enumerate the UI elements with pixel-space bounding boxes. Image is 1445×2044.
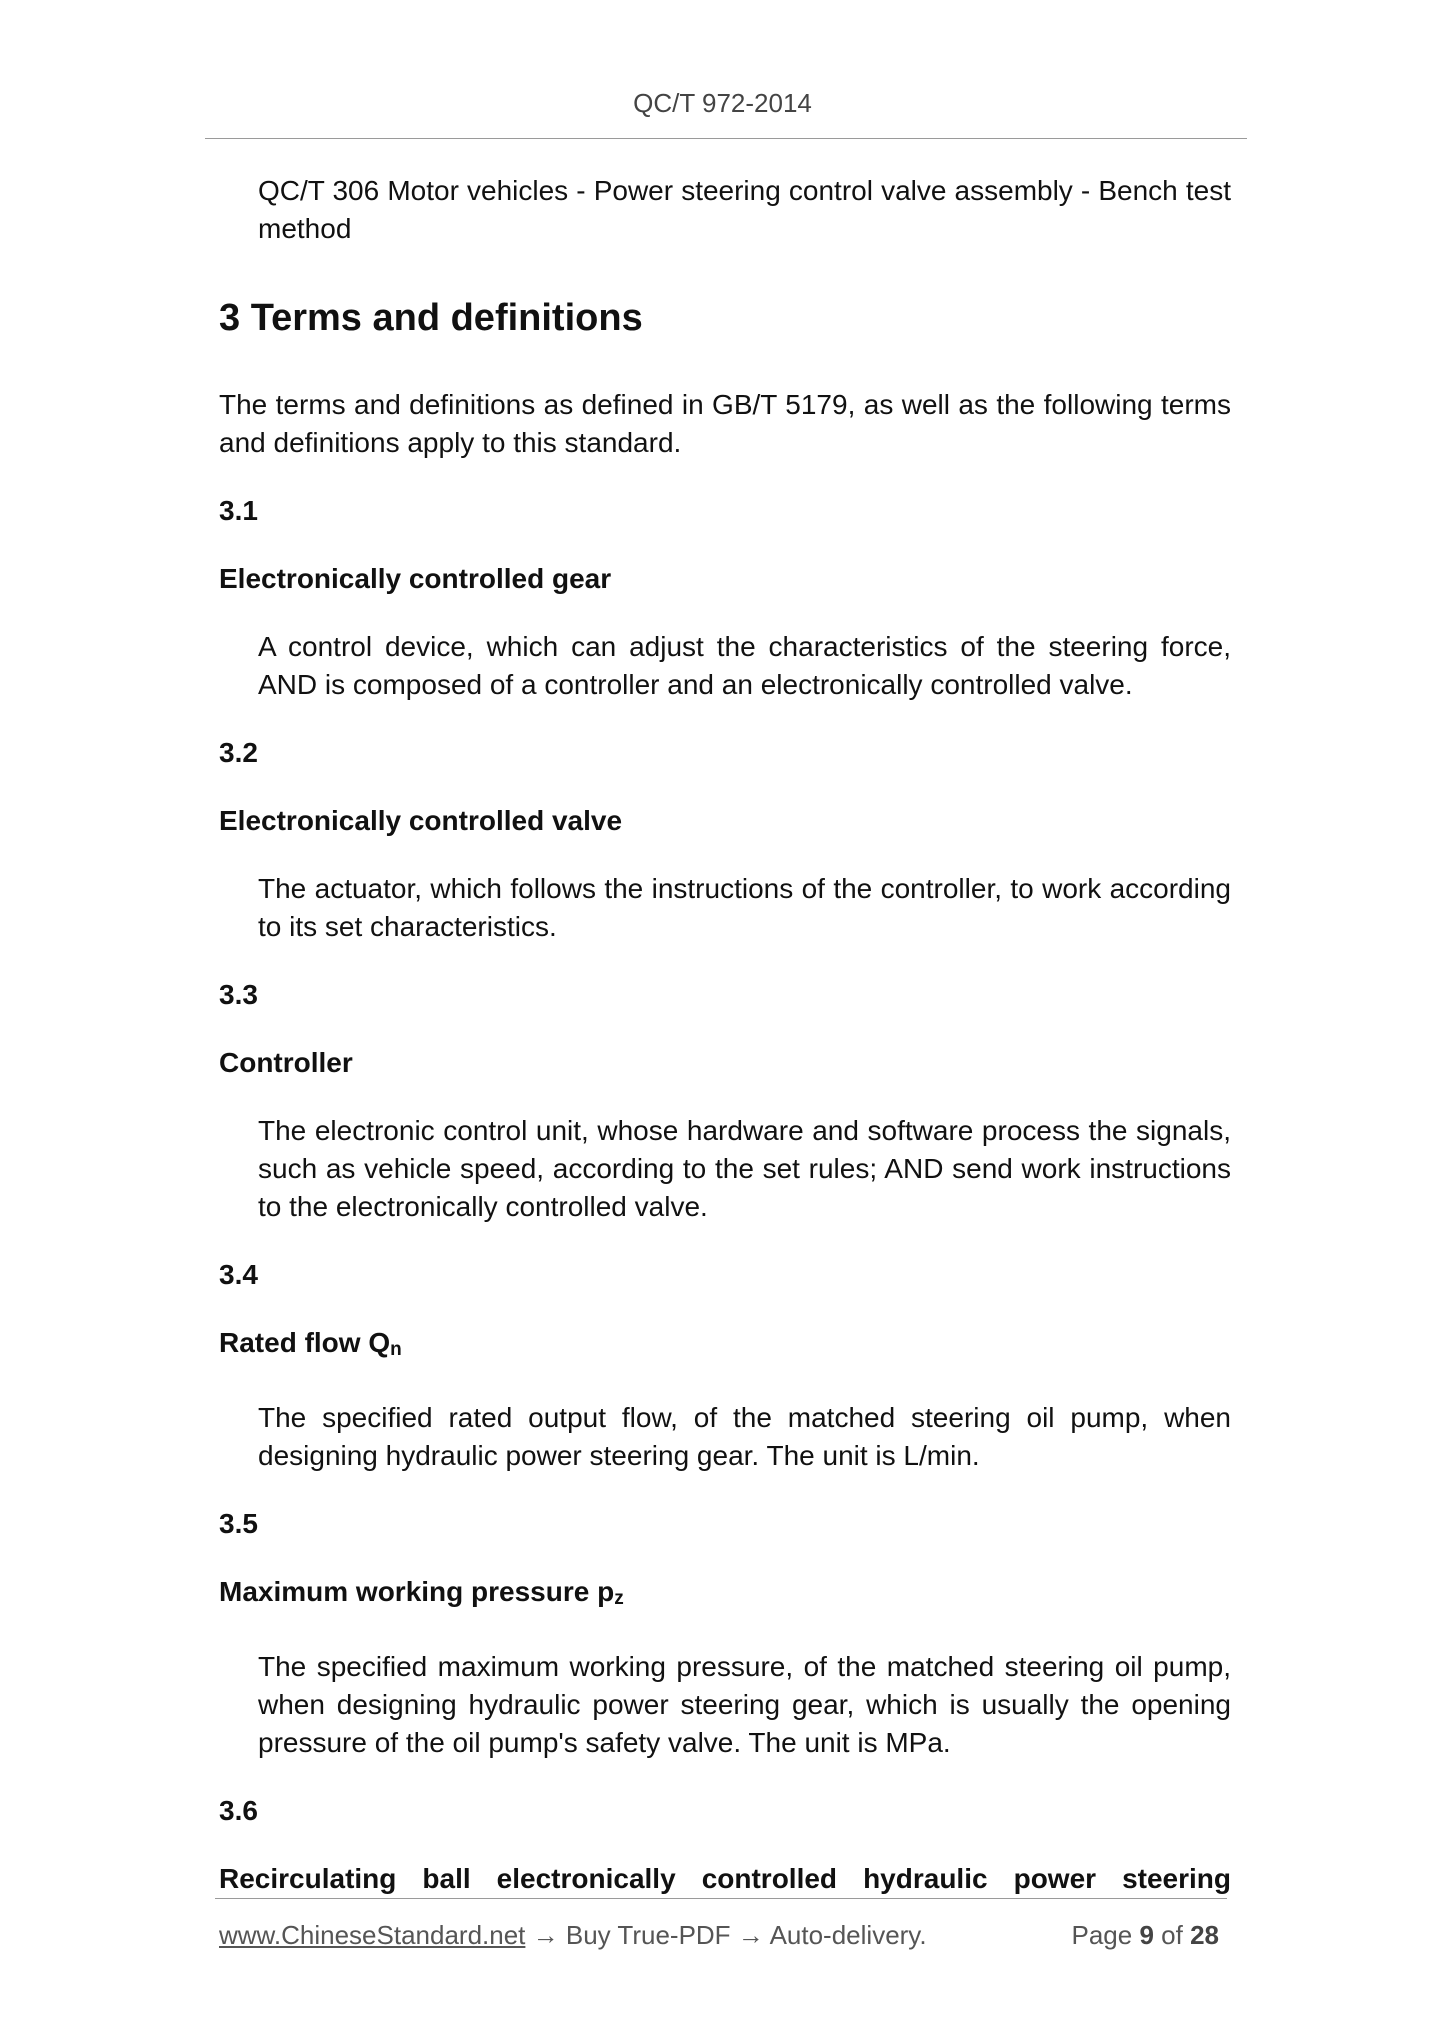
page-content	[219, 168, 1231, 1898]
section-title: 3 Terms and definitions	[219, 297, 643, 339]
footer-divider	[215, 1898, 1227, 1899]
section-intro: The terms and definitions as defined in GB/T 5179, as well as the following terms and definitions apply to this standard.	[219, 389, 1231, 458]
term-name-text: Rated flow Q	[219, 1327, 391, 1358]
term-number: 3.4	[219, 1259, 258, 1290]
term-definition: A control device, which can adjust the characteristics of the steering force, AND is composed of a controller and an electronically controlled valve.	[258, 631, 1231, 700]
footer-tagline: → Buy True-PDF → Auto-delivery.	[525, 1920, 927, 1950]
term-entry	[219, 1256, 1231, 1475]
term-entry	[219, 492, 1231, 704]
term-entry	[219, 976, 1231, 1226]
page-label: Page	[1071, 1920, 1133, 1950]
term-name: Recirculating ball electronically controlled hydraulic power steering	[219, 1863, 1231, 1894]
term-name-text: Maximum working pressure p	[219, 1576, 615, 1607]
term-number: 3.5	[219, 1508, 258, 1539]
term-name: Controller	[219, 1047, 353, 1078]
page-number	[1071, 1918, 1219, 1952]
header-divider	[205, 138, 1247, 139]
page-header-doc-id: QC/T 972-2014	[633, 88, 812, 118]
term-entry	[219, 1505, 1231, 1762]
website-link[interactable]: www.ChineseStandard.net	[219, 1920, 526, 1950]
page-footer	[219, 1918, 1227, 1952]
term-number: 3.3	[219, 979, 258, 1010]
page-total: 28	[1190, 1920, 1219, 1950]
term-name	[219, 1573, 1231, 1618]
term-entry	[219, 1792, 1231, 1898]
page-current: 9	[1139, 1920, 1154, 1950]
term-number: 3.2	[219, 737, 258, 768]
term-name: Electronically controlled gear	[219, 563, 612, 594]
page-of-label: of	[1161, 1920, 1183, 1950]
term-definition: The specified maximum working pressure, of the matched steering oil pump, when designing hydraulic power steering gear, which is usually the opening pressure of the oil pump's safety valve. The unit is MPa.	[258, 1651, 1231, 1758]
term-name-subscript: n	[390, 1339, 402, 1360]
term-number: 3.1	[219, 495, 258, 526]
normative-reference-item: QC/T 306 Motor vehicles - Power steering control valve assembly - Bench test method	[258, 175, 1231, 244]
term-name: Electronically controlled valve	[219, 805, 623, 836]
term-name-subscript: z	[614, 1588, 624, 1609]
term-definition: The actuator, which follows the instructions of the controller, to work according to its set characteristics.	[258, 873, 1231, 942]
term-definition: The specified rated output flow, of the matched steering oil pump, when designing hydraulic power steering gear. The unit is L/min.	[258, 1402, 1231, 1471]
term-number: 3.6	[219, 1795, 258, 1826]
term-definition: The electronic control unit, whose hardware and software process the signals, such as vehicle speed, according to the set rules; AND send work instructions to the electronically controlled valve.	[258, 1115, 1231, 1222]
term-entry	[219, 734, 1231, 946]
term-name	[219, 1324, 1231, 1369]
